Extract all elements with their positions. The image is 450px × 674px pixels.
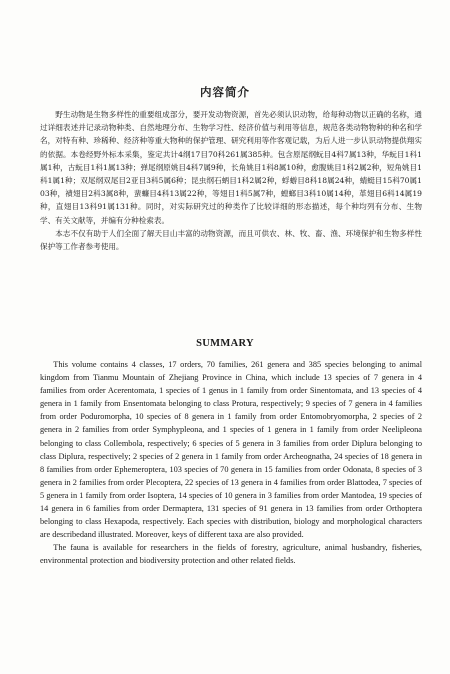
summary-title: SUMMARY — [196, 338, 254, 349]
content-summary-body — [40, 108, 422, 253]
summary-body — [40, 358, 422, 568]
content-summary-paragraph-1: 野生动物是生物多样性的重要组成部分，要开发动物资源，首先必须认识动物，给每种动物以正确的名称，通过详细表述并记录动物种类、自然地理分布、生物学习性、经济价值与利用等信息，规范各类动物物种的种名和学名，对特有种、珍稀种、经济种等重大物种的保护管理、研究利用等作客观记载，为后人进一步认识动物提供翔实的依据。本卷经野外标本采集，鉴定共计4纲17目70科261属385种。包含原尾纲蚖目4科7属13种，华蚖目1科1属1种，古蚖目1科1属13种；弹尾纲原姚目4科7属9种，长角姚目1科8属10种，愈腹姚目1科2属2种，短角姚目1科1属1种；双尾纲双尾目2亚目3科5属6种；昆虫纲石蛃目1科2属2种，蜉蝣目8科18属24种，蜻蜓目15科70属103种，襀翅目2科3属8种，蜚蠊目4科13属22种，等翅目1科5属7种，螳螂目3科10属14种，革翅目6科14属19种，直翅目13科91属131种。同时，对实际研究过的种类作了比较详细的形态描述，每个种均列有分布、生物学、有关文献等，并编有分种检索表。 — [40, 110, 422, 225]
summary-paragraph-2: The fauna is available for researchers in the fields of forestry, agriculture, animal husbandry, fisheries, environmental protection and biodiversity protection and other related fields. — [40, 543, 422, 566]
content-summary-title: 内容简介 — [200, 85, 250, 99]
summary-paragraph-1: This volume contains 4 classes, 17 orders, 70 families, 261 genera and 385 species belonging to animal kingdom from Tianmu Mountain of Zhejiang Province in China, which include 13 species of 7 genera in 4 families from order Acerentomata, 1 species of 1 genus in 1 family from order Sinentomata, and 13 species of 4 genera in 1 family from Ensentomata belonging to class Protura, respectively; 9 species of 7 genera in 4 families from order Poduromorpha, 10 species of 8 genera in 1 family from order Entomobryomorpha, 2 species of 2 genera in 2 families from order Symphypleona, and 1 species of 1 genera in 1 family from order Neelipleona belonging to class Collembola, respectively; 6 species of 5 genera in 3 families from order Diplura belonging to class Diplura, respectively; 2 species of 2 genera in 1 family from order Archeognatha, 24 species of 18 genera in 8 families from order Ephemeroptera, 103 species of 70 genera in 15 families from order Odonata, 8 species of 3 genera in 2 families from order Plecoptera, 22 species of 13 genera in 4 families from order Blattodea, 7 species of 5 genera in 1 family from order Isoptera, 14 species of 10 genera in 3 families from order Mantodea, 19 species of 14 genera in 6 families from order Dermaptera, 131 species of 91 genera in 13 families from order Orthoptera belonging to class Hexapoda, respectively. Each species with distribution, biology and morphological characters are describedand illustrated. Moreover, keys of different taxa are also provided. — [40, 360, 422, 540]
content-summary-paragraph-2: 本志不仅有助于人们全面了解天目山丰富的动物资源，而且可供农、林、牧、畜、渔、环境保护和生物多样性保护等工作者参考使用。 — [40, 228, 422, 252]
